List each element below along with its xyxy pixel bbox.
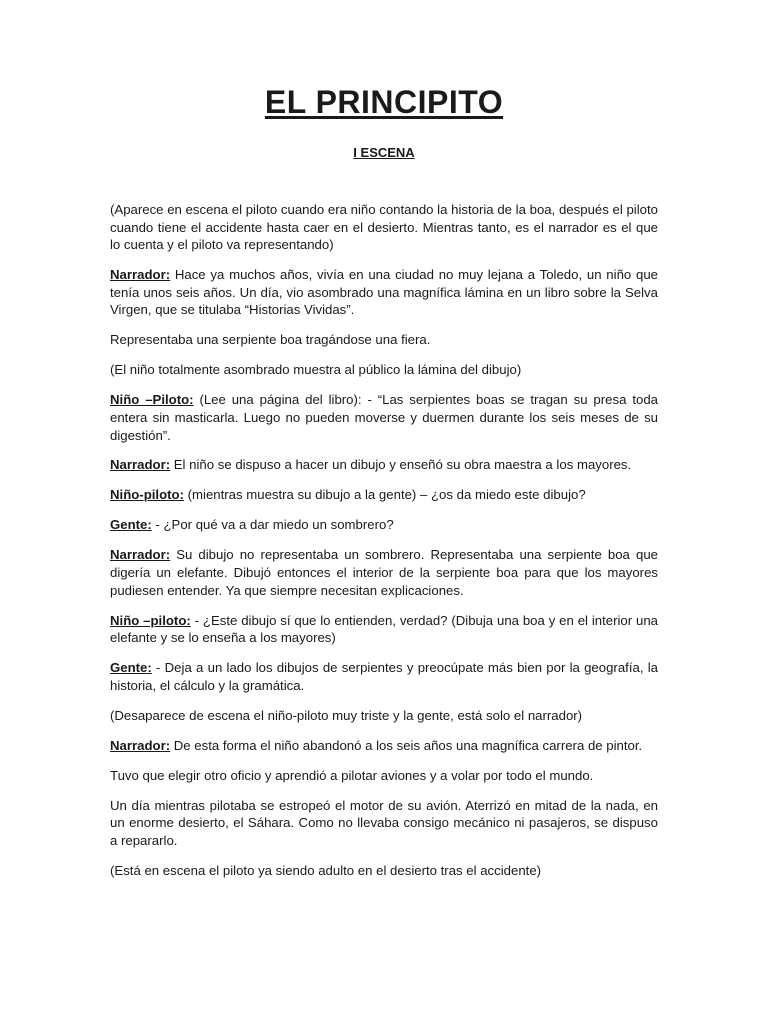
scene-heading: I ESCENA bbox=[353, 145, 415, 160]
paragraph-text: - ¿Por qué va a dar miedo un sombrero? bbox=[151, 517, 394, 533]
paragraph-text: (Desaparece de escena el niño-piloto muy triste y la gente, está solo el narrador) bbox=[110, 707, 583, 723]
paragraph-text: Su dibujo no representaba un sombrero. Representaba una serpiente boa que digería un elefante. Dibujó entonces el interior de la serpiente boa para que los mayores pudiesen entender. Ya que siempre necesitan explicaciones. bbox=[110, 547, 658, 598]
paragraph bbox=[110, 546, 658, 599]
paragraph bbox=[110, 737, 658, 755]
script-body bbox=[110, 201, 658, 892]
paragraph bbox=[110, 862, 658, 880]
paragraph bbox=[110, 266, 658, 319]
speaker-label: Niño-piloto: bbox=[110, 487, 184, 503]
paragraph bbox=[110, 331, 658, 349]
paragraph bbox=[110, 391, 658, 444]
paragraph-text: Un día mientras pilotaba se estropeó el motor de su avión. Aterrizó en mitad de la nada, en un enorme desierto, el Sáhara. Como no llevaba consigo mecánico ni pasajeros, se dispuso a repararlo. bbox=[110, 797, 658, 848]
paragraph-text: (El niño totalmente asombrado muestra al público la lámina del dibujo) bbox=[110, 362, 522, 378]
speaker-label: Gente: bbox=[110, 517, 152, 533]
paragraph bbox=[110, 797, 658, 850]
speaker-label: Niño –piloto: bbox=[110, 612, 191, 628]
speaker-label: Narrador: bbox=[110, 547, 171, 563]
paragraph-text: - Deja a un lado los dibujos de serpientes y preocúpate más bien por la geografía, la historia, el cálculo y la gramática. bbox=[110, 660, 658, 693]
paragraph-text: (mientras muestra su dibujo a la gente) – ¿os da miedo este dibujo? bbox=[183, 487, 586, 503]
paragraph bbox=[110, 456, 658, 474]
speaker-label: Narrador: bbox=[110, 457, 171, 473]
paragraph-text: (Está en escena el piloto ya siendo adulto en el desierto tras el accidente) bbox=[110, 862, 542, 878]
paragraph bbox=[110, 659, 658, 694]
paragraph-text: - ¿Este dibujo sí que lo entienden, verdad? (Dibuja una boa y en el interior una elefante y se lo enseña a los mayores) bbox=[110, 612, 658, 646]
paragraph-text: Tuvo que elegir otro oficio y aprendió a pilotar aviones y a volar por todo el mundo. bbox=[110, 767, 594, 783]
paragraph bbox=[110, 707, 658, 725]
speaker-label: Narrador: bbox=[110, 737, 171, 753]
paragraph bbox=[110, 767, 658, 785]
paragraph-text: De esta forma el niño abandonó a los seis años una magnífica carrera de pintor. bbox=[170, 737, 643, 753]
paragraph-text: El niño se dispuso a hacer un dibujo y enseñó su obra maestra a los mayores. bbox=[170, 457, 632, 473]
page-title: EL PRINCIPITO bbox=[264, 84, 504, 120]
paragraph bbox=[110, 516, 658, 534]
paragraph bbox=[110, 486, 658, 504]
paragraph bbox=[110, 201, 658, 254]
paragraph-text: Hace ya muchos años, vivía en una ciudad no muy lejana a Toledo, un niño que tenía unos seis años. Un día, vio asombrado una magnífica lámina en un libro sobre la Selva Virgen, que se titulaba “Historias Vividas”. bbox=[110, 267, 658, 318]
paragraph bbox=[110, 361, 658, 379]
speaker-label: Gente: bbox=[110, 660, 152, 676]
speaker-label: Niño –Piloto: bbox=[110, 392, 194, 408]
paragraph-text: Representaba una serpiente boa tragándose una fiera. bbox=[110, 332, 431, 348]
paragraph-text: (Aparece en escena el piloto cuando era niño contando la historia de la boa, después el piloto cuando tiene el accidente hasta caer en el desierto. Mientras tanto, es el narrador es el que lo cuenta y el piloto va representando) bbox=[110, 202, 658, 253]
paragraph bbox=[110, 612, 658, 647]
paragraph-text: (Lee una página del libro): - “Las serpientes boas se tragan su presa toda entera sin masticarla. Luego no pueden moverse y duermen durante los seis meses de su digestión”. bbox=[110, 392, 658, 443]
speaker-label: Narrador: bbox=[110, 267, 171, 283]
